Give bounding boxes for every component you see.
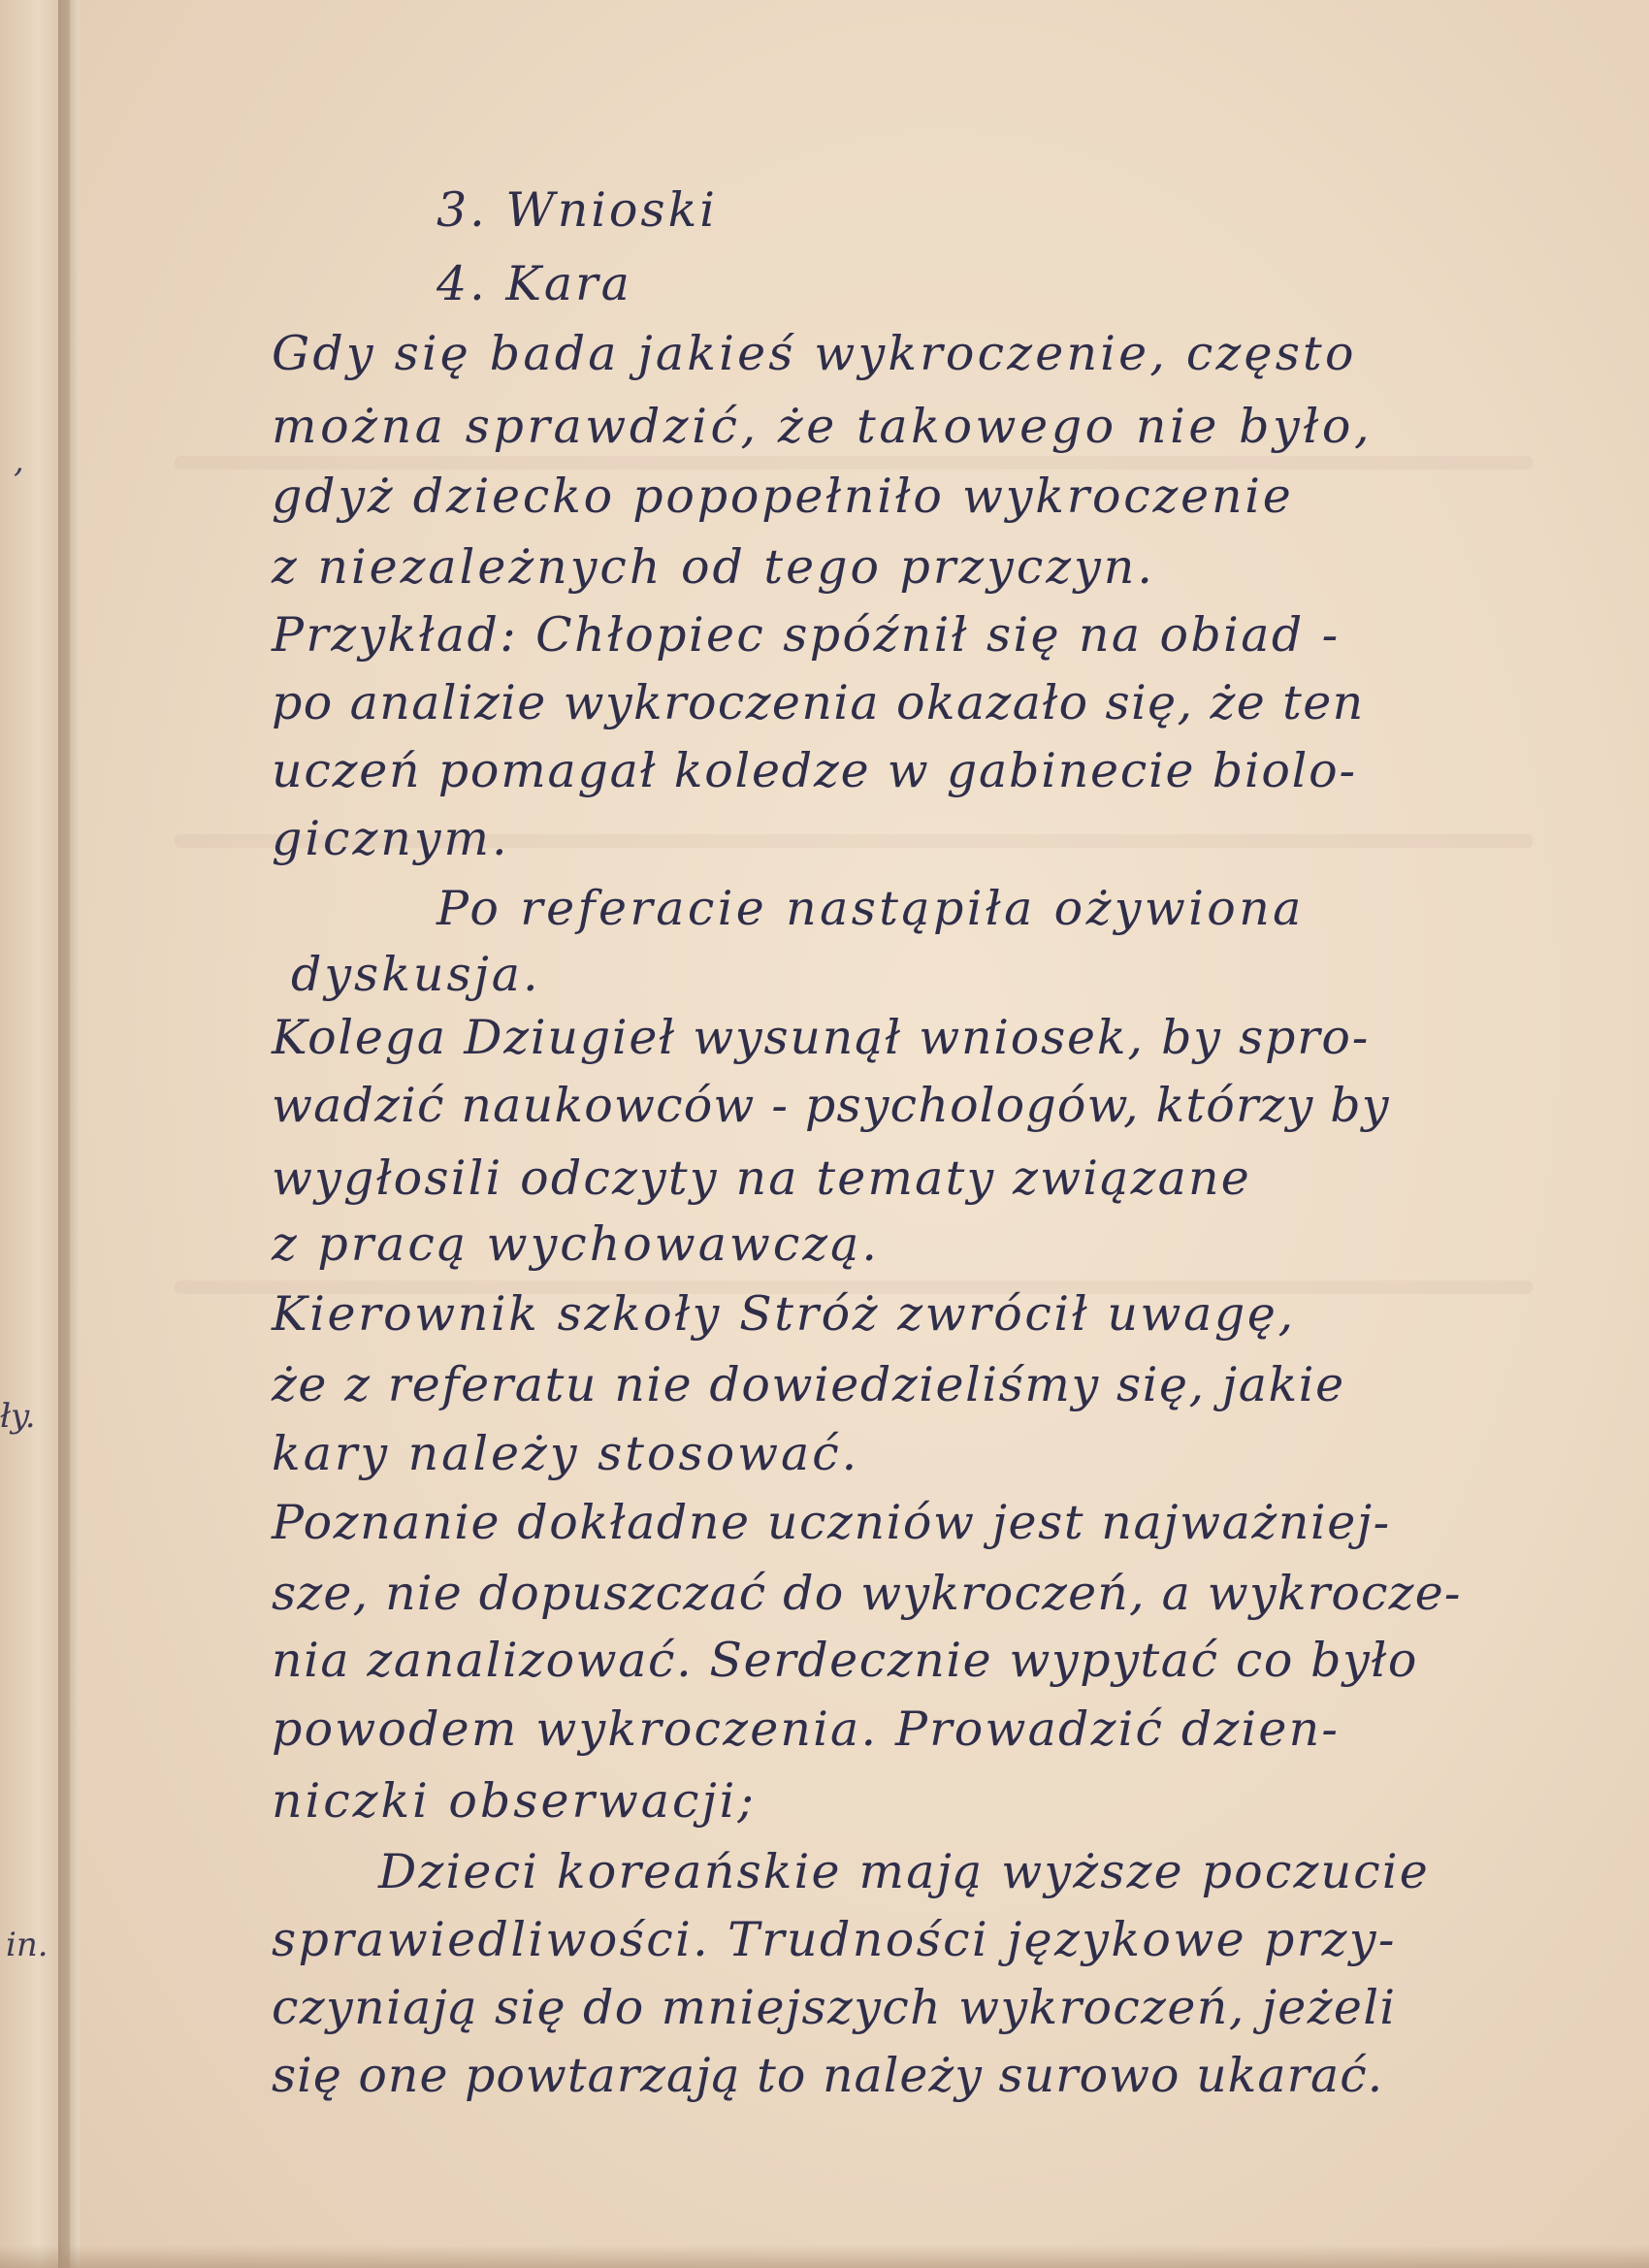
handwritten-line: Kolega Dziugieł wysunął wniosek, by spro- — [272, 1010, 1371, 1065]
handwritten-line: kary należy stosować. — [272, 1426, 860, 1481]
handwritten-line: się one powtarzają to należy surowo ukarać. — [272, 2048, 1384, 2103]
page-bottom-edge — [0, 2245, 1649, 2268]
handwritten-line: Przykład: Chłopiec spóźnił się na obiad - — [272, 607, 1341, 663]
page-fold-shadow — [58, 0, 80, 2268]
handwritten-line: Kierownik szkoły Stróż zwrócił uwagę, — [272, 1286, 1296, 1342]
handwritten-line: dyskusja. — [291, 947, 541, 1002]
handwritten-line: 3. Wnioski — [436, 182, 718, 238]
previous-page-mark: in. — [6, 1926, 48, 1964]
handwritten-line: gdyż dziecko popopełniło wykroczenie — [272, 469, 1294, 524]
handwritten-line: Dzieci koreańskie mają wyższe poczucie — [378, 1844, 1430, 1899]
handwritten-line: z niezależnych od tego przyczyn. — [272, 539, 1155, 595]
previous-page-mark: ły. — [0, 1397, 36, 1436]
handwritten-line: 4. Kara — [436, 256, 632, 311]
handwritten-line: Gdy się bada jakieś wykroczenie, często — [272, 326, 1357, 381]
handwritten-line: czyniają się do mniejszych wykroczeń, jeżeli — [272, 1980, 1397, 2035]
handwritten-line: nia zanalizować. Serdecznie wypytać co było — [272, 1633, 1418, 1688]
handwritten-line: można sprawdzić, że takowego nie było, — [272, 399, 1374, 454]
previous-page-mark: , — [14, 441, 24, 480]
handwritten-line: po analizie wykroczenia okazało się, że ten — [272, 675, 1365, 730]
handwritten-line: wadzić naukowców - psychologów, którzy by — [272, 1078, 1390, 1133]
handwritten-line: uczeń pomagał koledze w gabinecie biolo- — [272, 743, 1357, 798]
handwritten-line: Poznanie dokładne uczniów jest najważniej- — [272, 1495, 1391, 1550]
handwritten-line: sprawiedliwości. Trudności językowe przy- — [272, 1912, 1397, 1967]
handwritten-line: że z referatu nie dowiedzieliśmy się, jakie — [272, 1357, 1345, 1412]
handwritten-line: z pracą wychowawczą. — [272, 1216, 880, 1272]
handwritten-line: wygłosili odczyty na tematy związane — [272, 1150, 1251, 1206]
handwritten-line: powodem wykroczenia. Prowadzić dzien- — [272, 1701, 1341, 1757]
handwritten-line: Po referacie nastąpiła ożywiona — [436, 881, 1305, 936]
handwritten-line: gicznym. — [272, 811, 510, 866]
handwritten-line: sze, nie dopuszczać do wykroczeń, a wykrocze- — [272, 1566, 1462, 1621]
show-through-mark — [175, 456, 1533, 470]
handwritten-line: niczki obserwacji; — [272, 1773, 757, 1829]
